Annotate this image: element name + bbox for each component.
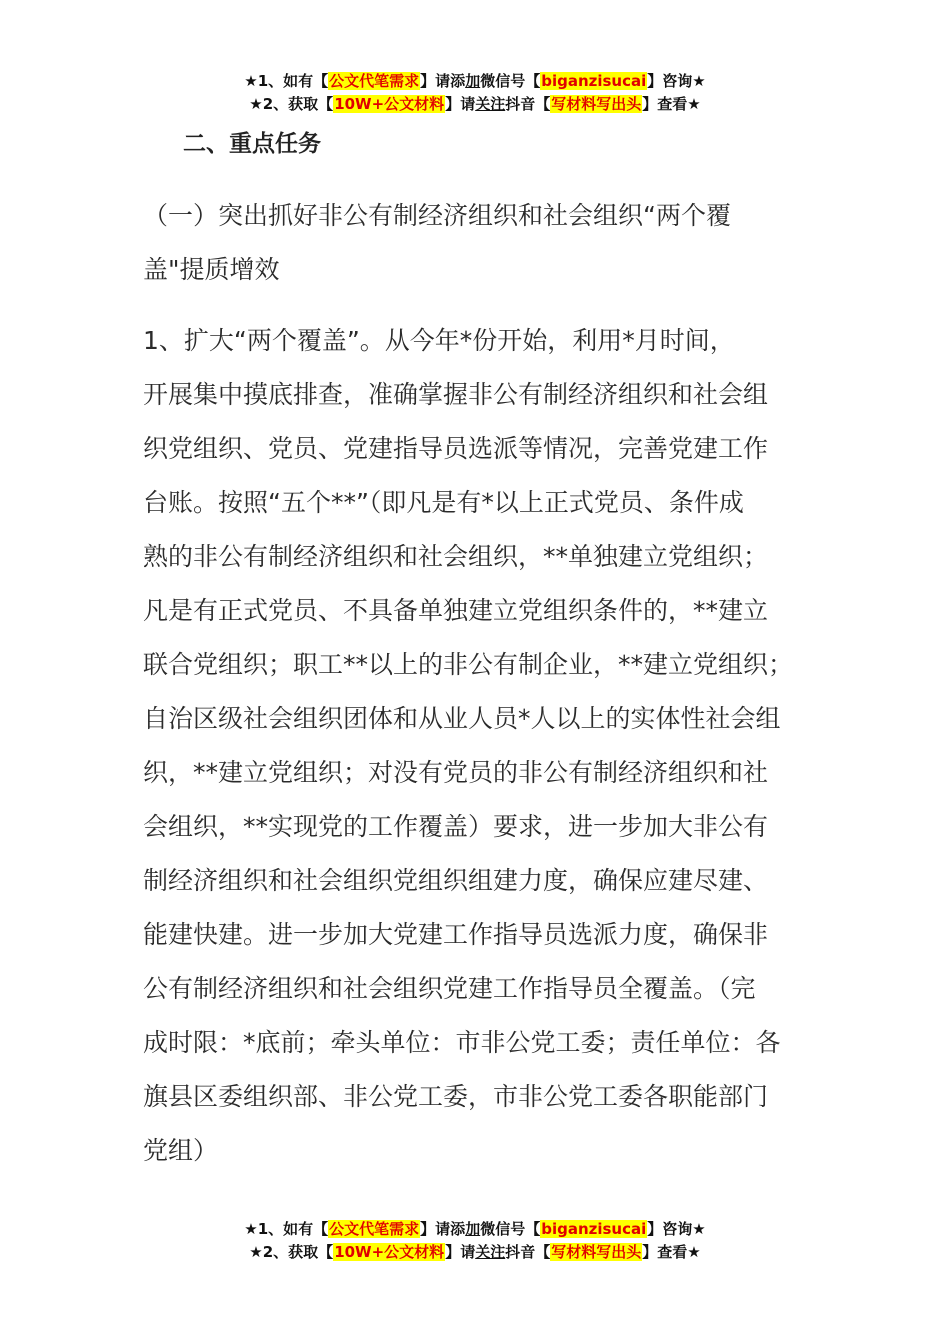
banner-highlight: 公文代笔需求 bbox=[329, 1220, 420, 1238]
text-line: 1、扩大“两个覆盖”。从今年*份开始，利用*月时间， bbox=[143, 326, 735, 355]
text-line: 开展集中摸底排查，准确掌握非公有制经济组织和社会组 bbox=[143, 380, 769, 409]
banner-line-1 bbox=[0, 1218, 950, 1241]
text-line: 织党组织、党员、党建指导员选派等情况，完善党建工作 bbox=[143, 434, 769, 463]
banner-text: ★2、获取【 bbox=[249, 1243, 334, 1261]
banner-underlined-text: 加 bbox=[465, 1220, 481, 1238]
banner-underlined-text: 加 bbox=[465, 72, 481, 90]
banner-text: 】请 bbox=[445, 95, 476, 113]
text-line: （一）突出抓好非公有制经济组织和社会组织“两个覆 bbox=[143, 201, 731, 230]
text-line: 凡是有正式党员、不具备单独建立党组织条件的，**建立 bbox=[143, 596, 769, 625]
header-banner bbox=[0, 70, 950, 116]
banner-text: ★2、获取【 bbox=[249, 95, 334, 113]
banner-text: 】请添 bbox=[420, 72, 466, 90]
text-line: 会组织，**实现党的工作覆盖）要求，进一步加大非公有 bbox=[143, 812, 769, 841]
text-line: 旗县区委组织部、非公党工委，市非公党工委各职能部门 bbox=[143, 1082, 769, 1111]
banner-highlight: 写材料写出头 bbox=[551, 95, 642, 113]
text-line: 公有制经济组织和社会组织党建工作指导员全覆盖。（完 bbox=[143, 974, 756, 1003]
banner-line-2 bbox=[0, 1241, 950, 1264]
text-line: 自治区级社会组织团体和从业人员*人以上的实体性社会组 bbox=[143, 704, 781, 733]
banner-highlight: 写材料写出头 bbox=[551, 1243, 642, 1261]
banner-line-2 bbox=[0, 93, 950, 116]
text-line: 能建快建。进一步加大党建工作指导员选派力度，确保非 bbox=[143, 920, 769, 949]
paragraph-subheading bbox=[143, 189, 815, 297]
banner-text: ★1、如有【 bbox=[244, 72, 329, 90]
banner-text: 】请添 bbox=[420, 1220, 466, 1238]
text-line: 制经济组织和社会组织党组织组建力度，确保应建尽建、 bbox=[143, 866, 769, 895]
banner-underlined-text: 关注 bbox=[475, 1243, 506, 1261]
paragraph-body bbox=[143, 314, 815, 1178]
banner-text: 抖音【 bbox=[505, 95, 551, 113]
text-line: 成时限：*底前；牵头单位：市非公党工委；责任单位：各 bbox=[143, 1028, 781, 1057]
text-line: 盖"提质增效 bbox=[143, 255, 280, 284]
banner-line-1 bbox=[0, 70, 950, 93]
banner-text: 】查看★ bbox=[642, 1243, 701, 1261]
banner-text: 抖音【 bbox=[505, 1243, 551, 1261]
banner-highlight: 10W+公文材料 bbox=[334, 1243, 445, 1261]
banner-text: 】请 bbox=[445, 1243, 476, 1261]
text-line: 织，**建立党组织；对没有党员的非公有制经济组织和社 bbox=[143, 758, 769, 787]
text-line: 联合党组织；职工**以上的非公有制企业，**建立党组织； bbox=[143, 650, 794, 679]
banner-text: 】咨询★ bbox=[647, 72, 706, 90]
banner-text: 】咨询★ bbox=[647, 1220, 706, 1238]
banner-highlight: biganzisucai bbox=[541, 72, 647, 90]
banner-underlined-text: 关注 bbox=[475, 95, 506, 113]
section-heading: 二、重点任务 bbox=[183, 131, 321, 157]
footer-banner bbox=[0, 1218, 950, 1264]
banner-text: 微信号【 bbox=[480, 1220, 541, 1238]
banner-text: ★1、如有【 bbox=[244, 1220, 329, 1238]
text-line: 党组） bbox=[143, 1136, 219, 1165]
banner-highlight: 10W+公文材料 bbox=[334, 95, 445, 113]
banner-highlight: biganzisucai bbox=[541, 1220, 647, 1238]
banner-text: 】查看★ bbox=[642, 95, 701, 113]
banner-text: 微信号【 bbox=[480, 72, 541, 90]
banner-highlight: 公文代笔需求 bbox=[329, 72, 420, 90]
text-line: 台账。按照“五个**”（即凡是有*以上正式党员、条件成 bbox=[143, 488, 744, 517]
text-line: 熟的非公有制经济组织和社会组织，**单独建立党组织； bbox=[143, 542, 769, 571]
